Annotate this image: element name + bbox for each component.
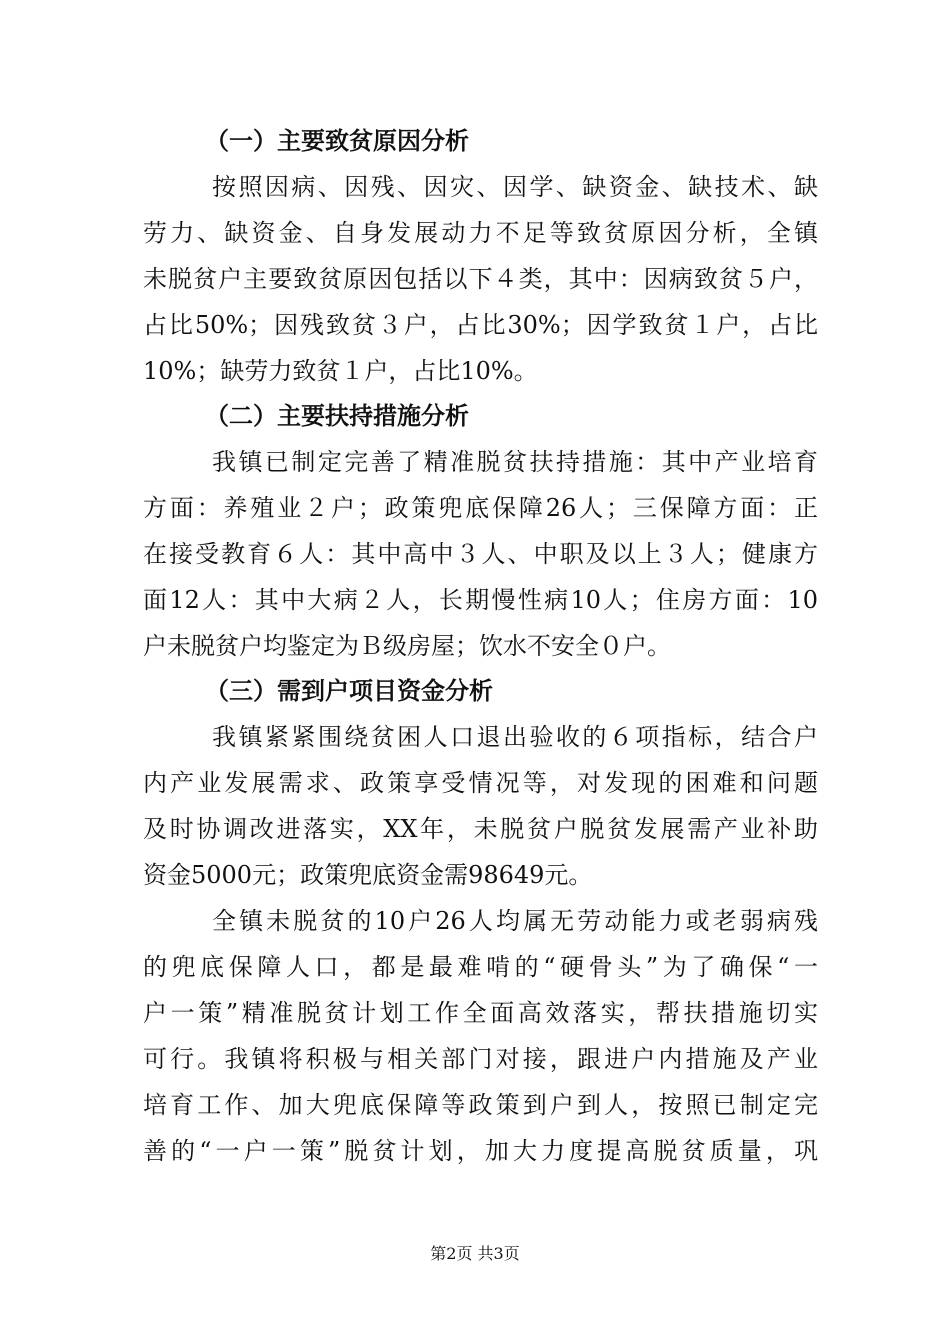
paragraph-line: 按照因病、因残、因灾、因学、缺资金、缺技术、缺 [212, 173, 818, 201]
paragraph-line: 内产业发展需求、政策享受情况等，对发现的困难和问题 [143, 769, 818, 797]
paragraph-line: 未脱贫户主要致贫原因包括以下４类，其中：因病致贫５户， [143, 265, 818, 293]
section-heading-2: （二）主要扶持措施分析 [205, 402, 469, 430]
paragraph-line: 资金5000元；政策兜底资金需98649元。 [143, 861, 593, 889]
paragraph-line: 户未脱贫户均鉴定为Ｂ级房屋；饮水不安全０户。 [143, 632, 671, 660]
section-heading-1: （一）主要致贫原因分析 [205, 127, 469, 155]
section-heading-3: （三）需到户项目资金分析 [205, 677, 493, 705]
paragraph-line: 面12人：其中大病２人，长期慢性病10人；住房方面：10 [143, 586, 818, 614]
paragraph-line: 我镇已制定完善了精准脱贫扶持措施：其中产业培育 [212, 448, 818, 476]
paragraph-line: 及时协调改进落实，XX年，未脱贫户脱贫发展需产业补助 [143, 815, 818, 843]
page-number-footer: 第2页 共3页 [430, 1244, 520, 1263]
paragraph-line: 的兜底保障人口，都是最难啃的“硬骨头”为了确保“一 [143, 953, 818, 981]
paragraph-line: 可行。我镇将积极与相关部门对接，跟进户内措施及产业 [143, 1045, 818, 1073]
paragraph-line: 在接受教育６人：其中高中３人、中职及以上３人；健康方 [143, 540, 818, 568]
paragraph-line: 培育工作、加大兜底保障等政策到户到人，按照已制定完 [143, 1091, 818, 1119]
paragraph-line: 善的“一户一策”脱贫计划，加大力度提高脱贫质量，巩 [143, 1137, 818, 1165]
paragraph-line: 户一策”精准脱贫计划工作全面高效落实，帮扶措施切实 [143, 999, 818, 1027]
paragraph-line: 10%；缺劳力致贫１户，占比10%。 [143, 357, 538, 385]
paragraph-line: 全镇未脱贫的10户26人均属无劳动能力或老弱病残 [212, 907, 818, 935]
paragraph-line: 劳力、缺资金、自身发展动力不足等致贫原因分析，全镇 [143, 219, 818, 247]
paragraph-line: 占比50%；因残致贫３户，占比30%；因学致贫１户，占比 [143, 311, 818, 339]
paragraph-line: 方面：养殖业２户；政策兜底保障26人；三保障方面：正 [143, 494, 818, 522]
paragraph-line: 我镇紧紧围绕贫困人口退出验收的６项指标，结合户 [212, 723, 818, 751]
